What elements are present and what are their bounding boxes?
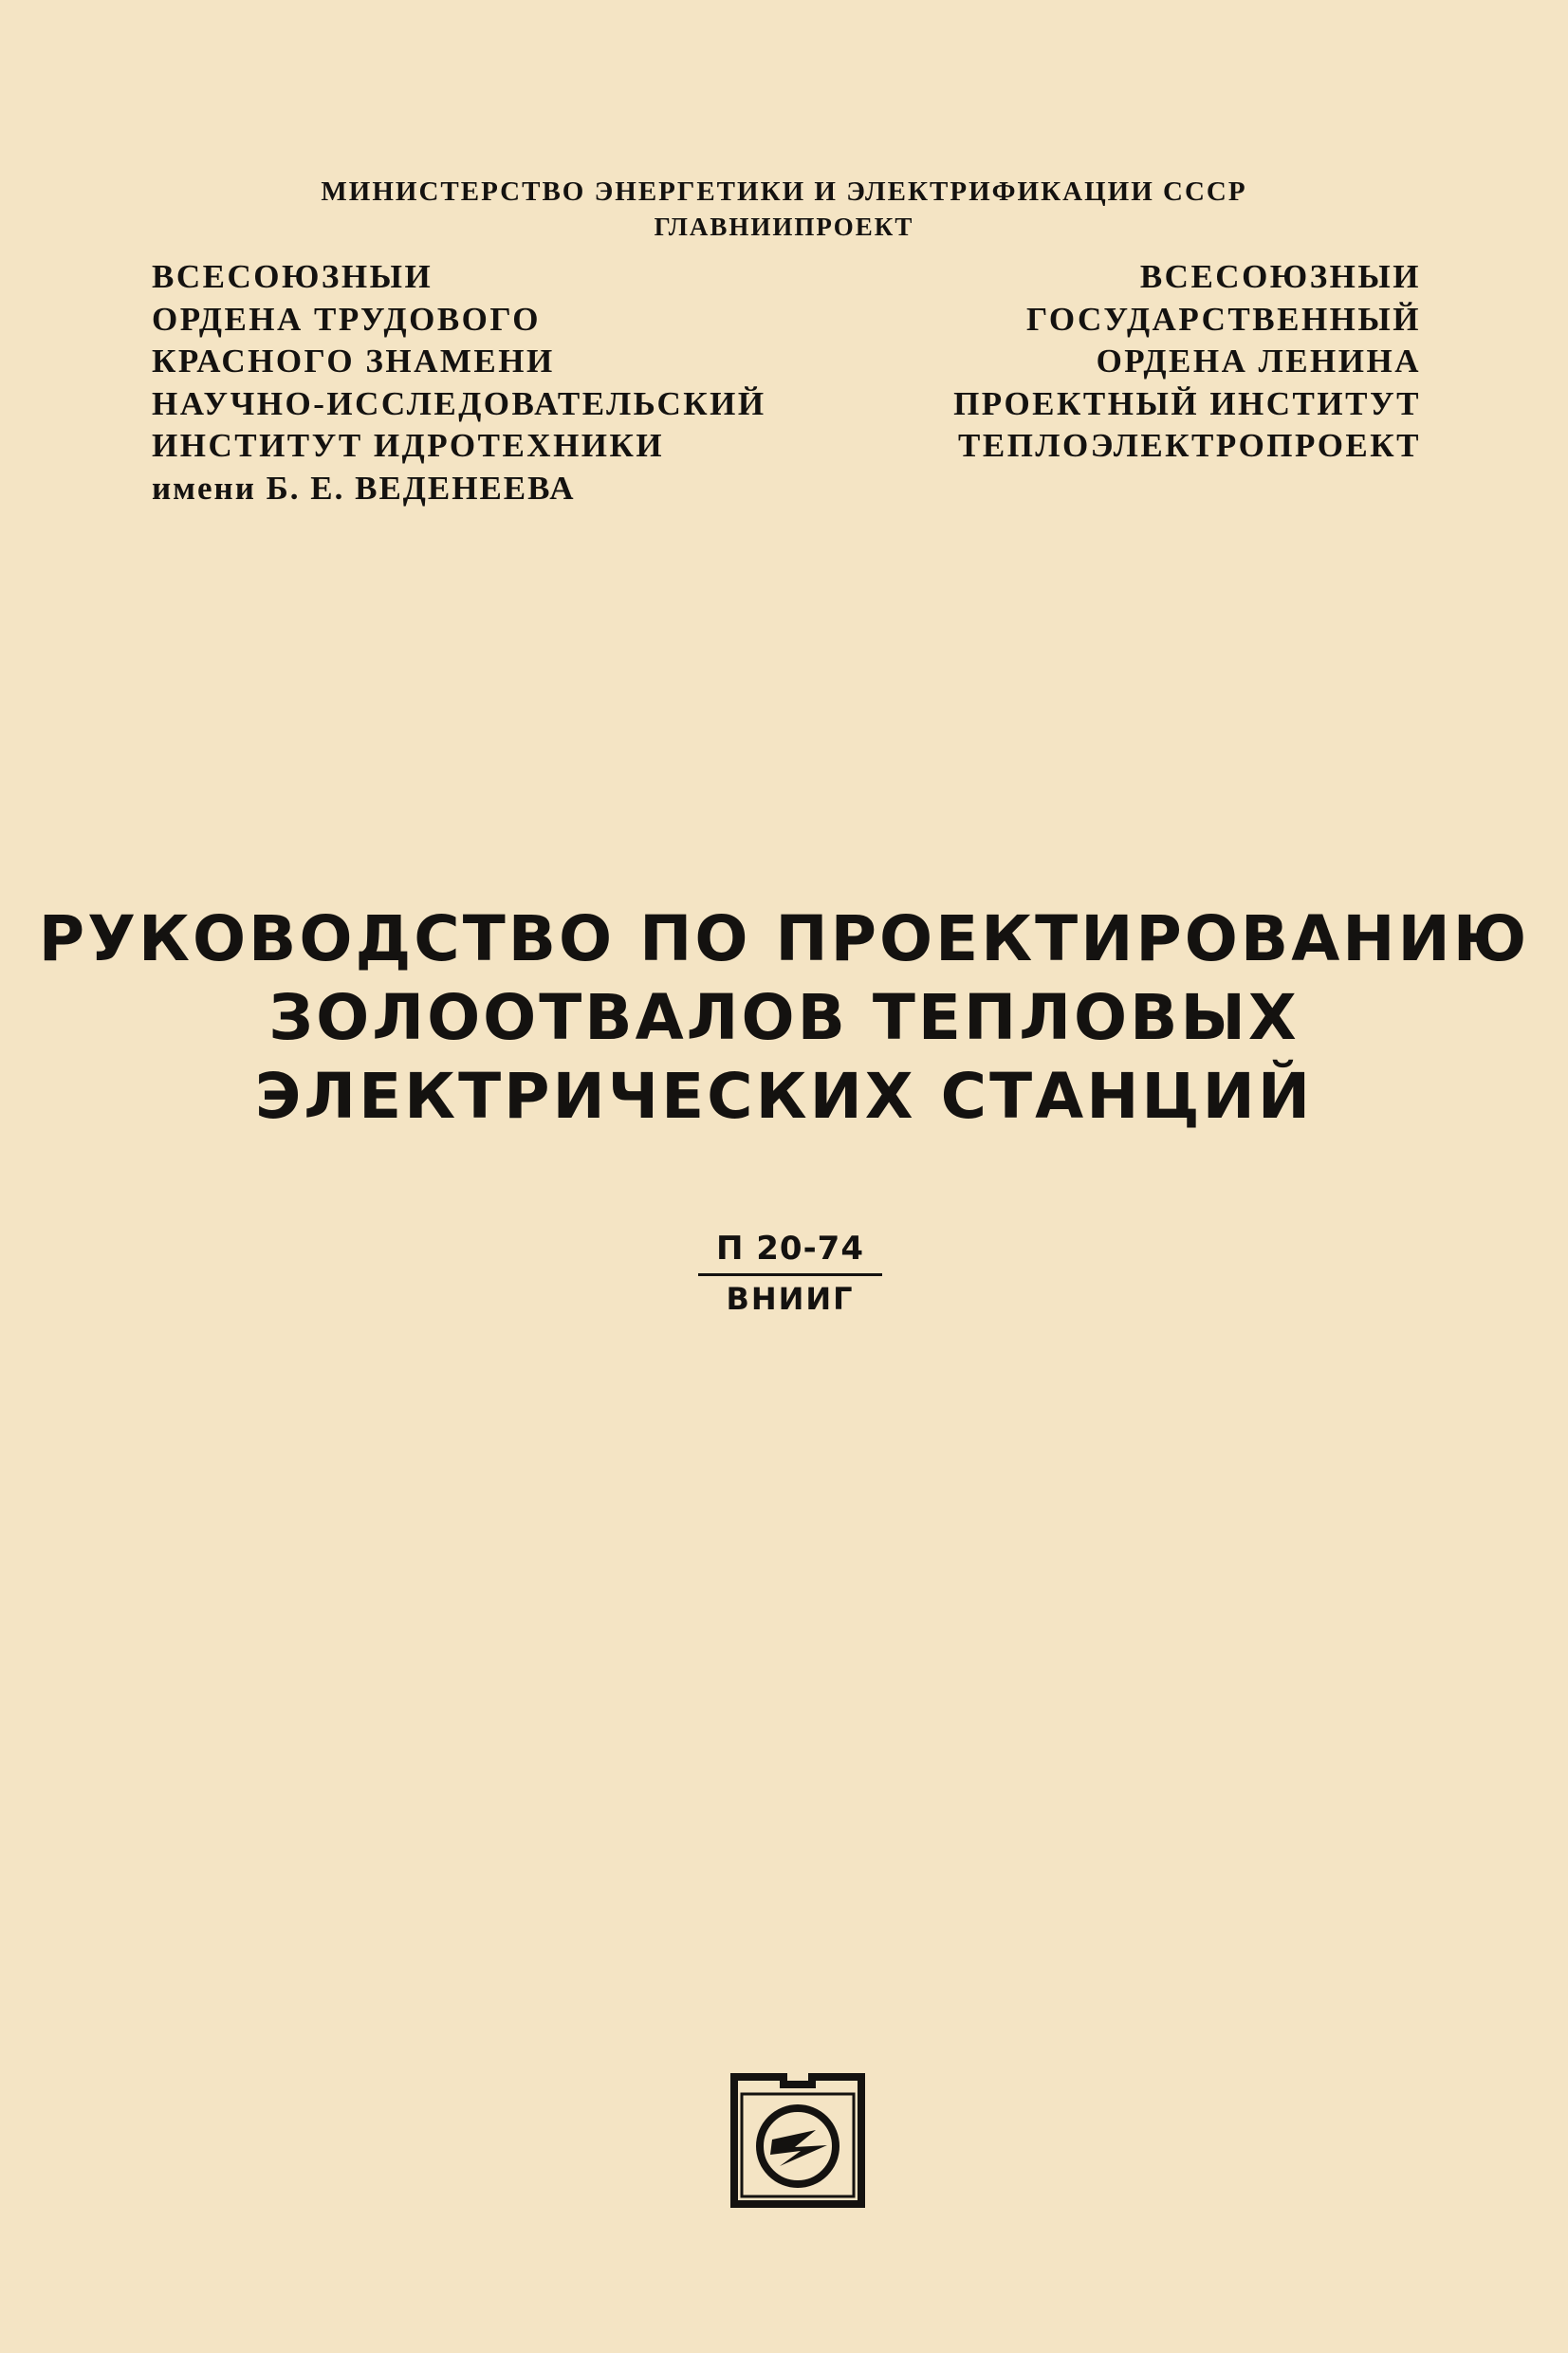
institute-right-line: ТЕПЛОЭЛЕКТРОПРОЕКТ bbox=[958, 427, 1421, 464]
institute-left-line: ВСЕСОЮЗНЫИ bbox=[152, 258, 434, 295]
institute-right-line: ПРОЕКТНЫЙ ИНСТИТУТ bbox=[953, 384, 1421, 422]
institute-right-line: ВСЕСОЮЗНЫИ bbox=[1139, 258, 1421, 295]
document-title-line: ЗОЛООТВАЛОВ ТЕПЛОВЫХ bbox=[268, 981, 1300, 1054]
document-title-line: ЭЛЕКТРИЧЕСКИХ СТАНЦИЙ bbox=[254, 1060, 1314, 1133]
publisher-emblem-icon bbox=[729, 2071, 867, 2210]
institute-left-line: НАУЧНО-ИССЛЕДОВАТЕЛЬСКИЙ bbox=[152, 384, 766, 422]
main-directorate: ГЛАВНИИПРОЕКТ bbox=[654, 213, 914, 241]
institute-left-line: имени Б. Е. ВЕДЕНЕЕВА bbox=[152, 469, 576, 507]
document-title bbox=[0, 899, 1568, 1136]
document-code: П 20-74 bbox=[715, 1230, 865, 1268]
document-title-line: РУКОВОДСТВО ПО ПРОЕКТИРОВАНИЮ bbox=[38, 902, 1530, 975]
institute-left-line: КРАСНОГО ЗНАМЕНИ bbox=[152, 343, 555, 380]
designation-organization: ВНИИГ bbox=[726, 1281, 855, 1317]
document-designation bbox=[698, 1226, 882, 1318]
ministry-name: МИНИСТЕРСТВО ЭНЕРГЕТИКИ И ЭЛЕКТРИФИКАЦИИ СССР bbox=[321, 176, 1247, 207]
institute-left bbox=[152, 256, 835, 510]
institute-left-line: ИНСТИТУТ ИДРОТЕХНИКИ bbox=[152, 427, 665, 464]
institute-right-line: ОРДЕНА ЛЕНИНА bbox=[1096, 343, 1421, 380]
institute-right-line: ГОСУДАРСТВЕННЫЙ bbox=[1025, 300, 1421, 338]
designation-divider bbox=[698, 1273, 882, 1276]
institute-right bbox=[738, 256, 1421, 468]
institute-left-line: ОРДЕНА ТРУДОВОГО bbox=[152, 300, 542, 338]
